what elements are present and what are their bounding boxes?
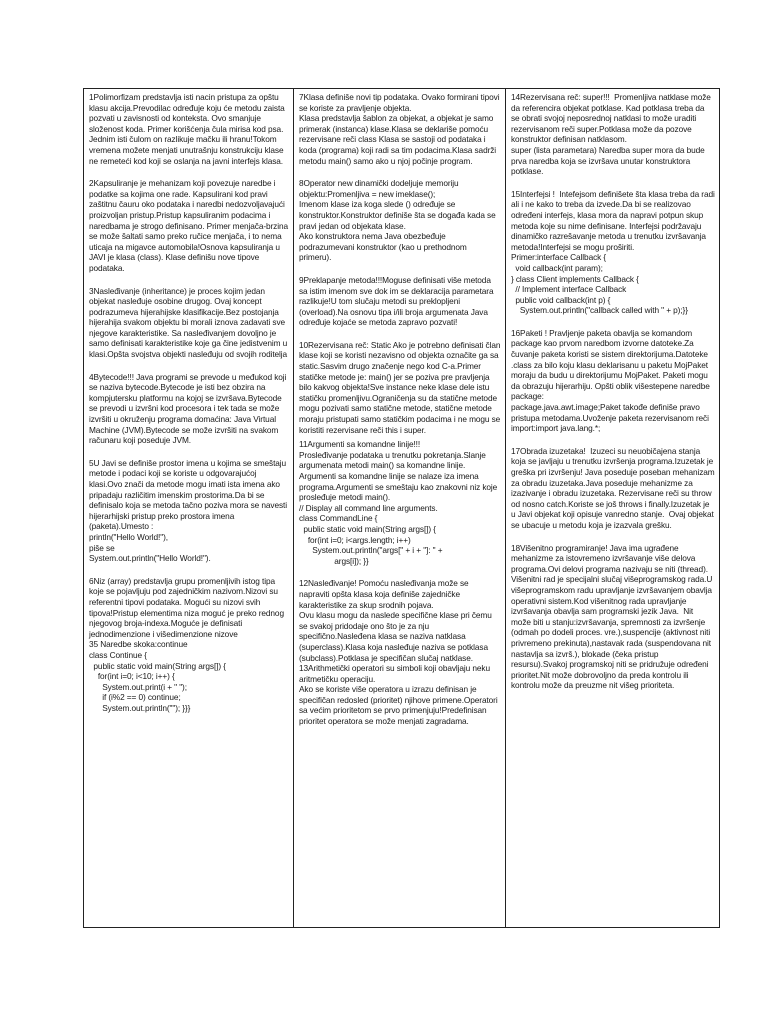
note-super: 14Rezervisana reč: super!!! Promenljiva natklase može da referencira objekat potklase. Kad potklasa treba da se obrati svojoj neposrednoj natklasi to može uraditi rezervisanom reči super.Potklasa može da pozove konstruktor definisan natklasom. super (lista parametara) Naredba super mora da bude prva naredba koja se izvršava unutar konstruktora potklase. (511, 92, 711, 177)
note-nasledjivanje: 3Nasleđivanje (inheritance) je proces kojim jedan objekat nasleđuje osobine drugog. Ovaj koncept podrazumeva hijerahijske klasifikacije.Bez postojanja hijerahija svakom objektu bi morali iznova zadavati sve njegove karakteristike. Sa nasleđivanjem dovoljno je samo definisati karakteristike koje ga čine jedistvenim u klasi.Opšta svojstva objekti nasleđuju od svojih roditelja (89, 285, 290, 360)
note-argumenti-komandne-linije: 11Argumenti sa komandne linije!!! Prosleđivanje podataka u trenutku pokretanja.Slanje argumenata metodi main() sa komandne linije. Argumenti sa komandne linije se nalaze iza imena programa.Argumenti se smeštaju kao znakovni niz koje prosleđuje metodi main(). // Display all command line arguments. class CommandLine { public static void main(String args[]) { for(int i=0; i<args.length; i++) System.out.println("args[" + i + "]: " + args[i]); }} (299, 439, 498, 566)
note-paketi: 16Paketi ! Pravljenje paketa obavlja se komandom package kao prvom naredbom izvorne datoteke.Za čuvanje paketa koristi se sistem direktorijuma.Datoteke .class za bilo koju klasu deklarisanu u paketu MojPaket moraju da budu u direktorijumu MojPaket. Paketi mogu da obrazuju hijerarhiju. Opšti oblik višestepene naredbe package: package.java.awt.image;Paket takođe definiše pravo pristupa metodama.Uvoženje paketa rezervisanom reči import:import java.lang.*; (511, 327, 710, 434)
note-static: 10Rezervisana reč: Static Ako je potrebno definisati član klase koji se koristi nezavisno od objekta označite ga sa static.Sasvim drugo značenje nego kod C-a.Primer statičke metode je: main() jer se poziva pre pravljenja bilo kakvog objekta!Sve instance neke klase dele istu statičku promenljivu.Ograničenja su da statične metode mogu pozivati samo statične metode, statične metode moraju pristupati samo statičkim podacima i ne mogu se koristiti rezervisane reči this i super. (299, 339, 503, 435)
column-middle (294, 89, 506, 927)
column-left (84, 89, 294, 927)
note-interfejsi: 15Interfejsi ! Intefejsom definišete šta klasa treba da radi ali i ne kako to treba da izvede.Da bi se realizovao određeni interfejs, klasa mora da napravi potpun skup metoda koje su nime definisane. Interfejsi podržavaju dinamičko razrešavanje metoda u trenutku izvršavanja metoda!Interfejsi se mogu proširiti. Primer:interface Callback { void callback(int param); } class Client implements Callback { // Implement interface Callback public void callback(int p) { System.out.println("callback called with " + p);}} (511, 188, 715, 316)
note-bytecode: 4Bytecode!!! Java programi se prevode u međukod koji se naziva bytecode.Bytecode je isti bez obzira na kompjutersku platformu na kojoj se izvršava.Bytecode se prevodi u izvršni kod procesora i tek tada se može izvršiti u okruženju programa domaćina: Java Virtual Machine (JVM).Bytecode se može izvršiti na svakom računaru koji poseduje JVM. (89, 371, 289, 446)
note-prostor-imena: 5U Javi se definiše prostor imena u kojima se smeštaju metode i podaci koji se koriste u odgovarajućoj klasi.Ovo znači da metode mogu imati ista imena ako pripadaju različitim imenskim prostorima.Da bi se definisalo koja se metoda tačno poziva mora se navesti hijerarhijski pristup preko prostora imena (paketa).Umesto : println("Hello World!"), piše se System.out.println("Hello World!"). (89, 457, 287, 564)
notes-table (83, 88, 720, 928)
note-nizovi-continue: 6Niz (array) predstavlja grupu promenljivih istog tipa koje se pojavljuju pod zajedničkim nazivom.Nizovi su referentni tipovi podataka. Mogući su nizovi svih tipova!Pristup elementima niza moguć je preko rednog njegovog broja-indexa.Moguće je definisati jednodimenzione i višedimenzione nizove 35 Naredbe skoka:continue class Continue { public static void main(String args[]) { for(int i=0; i<10; i++) { System.out.print(i + " "); if (i%2 == 0) continue; System.out.println(""); }}} (89, 575, 284, 713)
note-preklapanje-metoda: 9Preklapanje metoda!!!Moguse definisati više metoda sa istim imenom sve dok im se deklaracija parametara razlikuje!U tom slučaju metodi su preklopljeni (overload).Na osnovu tipa i/ili broja argumenata Java određuje kojaće se metoda zapravo pozvati! (299, 274, 496, 328)
note-visenitno: 18Višenitno programiranje! Java ima ugrađene mehanizme za istovremeno izvršavanje više delova programa.Ovi delovi programa nazivaju se niti (thread). Višenitni rad je specijalni slučaj višeprogramskog rada.U višeprogramskom radu upravljanje izvršavanjem obavlja operativni sistem.Kod višenitnog rada upravljanje izvršavanja obavlja sam programski jezik Java. Nit može biti u stanju:izvršavanja, spremnosti za izvršenje (odmah po dodeli proces. vre.),suspencije (aktivnost niti privremeno prekinuta),nastavak rada (suspendovana nit nastavlja sa izvrš.), blokade (čeka pristup resursu).Svakoj programskoj niti se pridružuje određeni prioritet.Nit može dobrovoljno da preda kontrolu ili kontrolu može da preuzme nit višeg prioriteta. (511, 542, 715, 691)
note-polimorfizam: 1Polimorfizam predstavlja isti nacin pristupa za opštu klasu akcija.Prevodilac određuje koju će metodu zaista pozvati u zavisnosti od konteksta. Ovo smanjuje složenost koda. Primer korišćenja čula mirisa kod psa. Jednim isti čulom on razlikuje mačku ili hranu!Tokom vremena možete menjati unutrašnju konstrukciju klase ne remeteći kod koji se oslanja na javni interfejs klasa. (89, 92, 287, 166)
column-right (506, 89, 719, 927)
note-nasledjivanje-aritmeticki-operatori: 12Nasleđivanje! Pomoću nasleđivanja može se napraviti opšta klasa koja definiše zajedničke karakteristike za skup srodnih pojava. Ovu klasu mogu da naslede specifične klase pri čemu se svakoj pridodaje ono što je za nju specifično.Nasleđena klasa se naziva natklasa (superclass).Klasa koja nasleđuje naziva se potklasa (subclass).Potklasa je specifičan slučaj natklase. 13Arithmetički operatori su simboli koji obavljaju neku aritmetičku operaciju. Ako se koriste više operatora u izrazu definisan je specifičan redosled (prioritet) njihove primene.Operatori sa većim prioritetom se prvo primenjuju!Predefinisan prioritet operatora se može menjati zagradama. (299, 578, 498, 727)
note-izuzeci: 17Obrada izuzetaka! Izuzeci su neuobičajena stanja koja se javljaju u trenutku izvršenja programa.Izuzetak je greška pri izvršenju! Java poseduje poseban mehanizam za obradu izuzetaka.Java poseduje mehanizme za izazivanje i obradu izuzetaka. Rezervisane reči su throw od nosno catch.Koriste se još throws i finally.Izuzetak je u Javi objekat koji opisuje vanredno stanje. Ovaj objekat se ubacuje u metodu koja je izazvala grešku. (511, 445, 717, 530)
note-kapsuliranje: 2Kapsuliranje je mehanizam koji povezuje naredbe i podatke sa kojima one rade. Kapsulirani kod pravi zaštitnu čauru oko podataka i naredbi nedozvoljavajući proizvoljan pristup.Pristup kapsuliranim podacima i naredbama je strogo definisano. Primer menjača-brzina se može šaltati samo preko ručice menjača, i to nema uticaja na migavce automobila!Osnova kapsuliranja u JAVI je klasa (class). Klase definišu nove tipove podataka. (89, 178, 291, 273)
note-klasa: 7Klasa definiše novi tip podataka. Ovako formirani tipovi se koriste za pravljenje objekta. Klasa predstavlja šablon za objekat, a objekat je samo primerak (instanca) klase.Klasa se deklariše pomoću rezervisane reči class Klasa se sastoji od podataka i koda (programa) koji radi sa tim podacima.Klasa sadrži metodu main() samo ako u njoj počinje program. (299, 92, 500, 166)
note-operator-new: 8Operator new dinamički dodeljuje memoriju objektu:Promenljiva = new imeklase(); Imenom klase iza koga slede () određuje se konstruktor.Konstruktor definiše šta se događa kada se pravi jedan od objekata klase. Ako konstruktora nema Java obezbeđuje podrazumevani konstruktor (kao u prethodnom primeru). (299, 178, 496, 263)
